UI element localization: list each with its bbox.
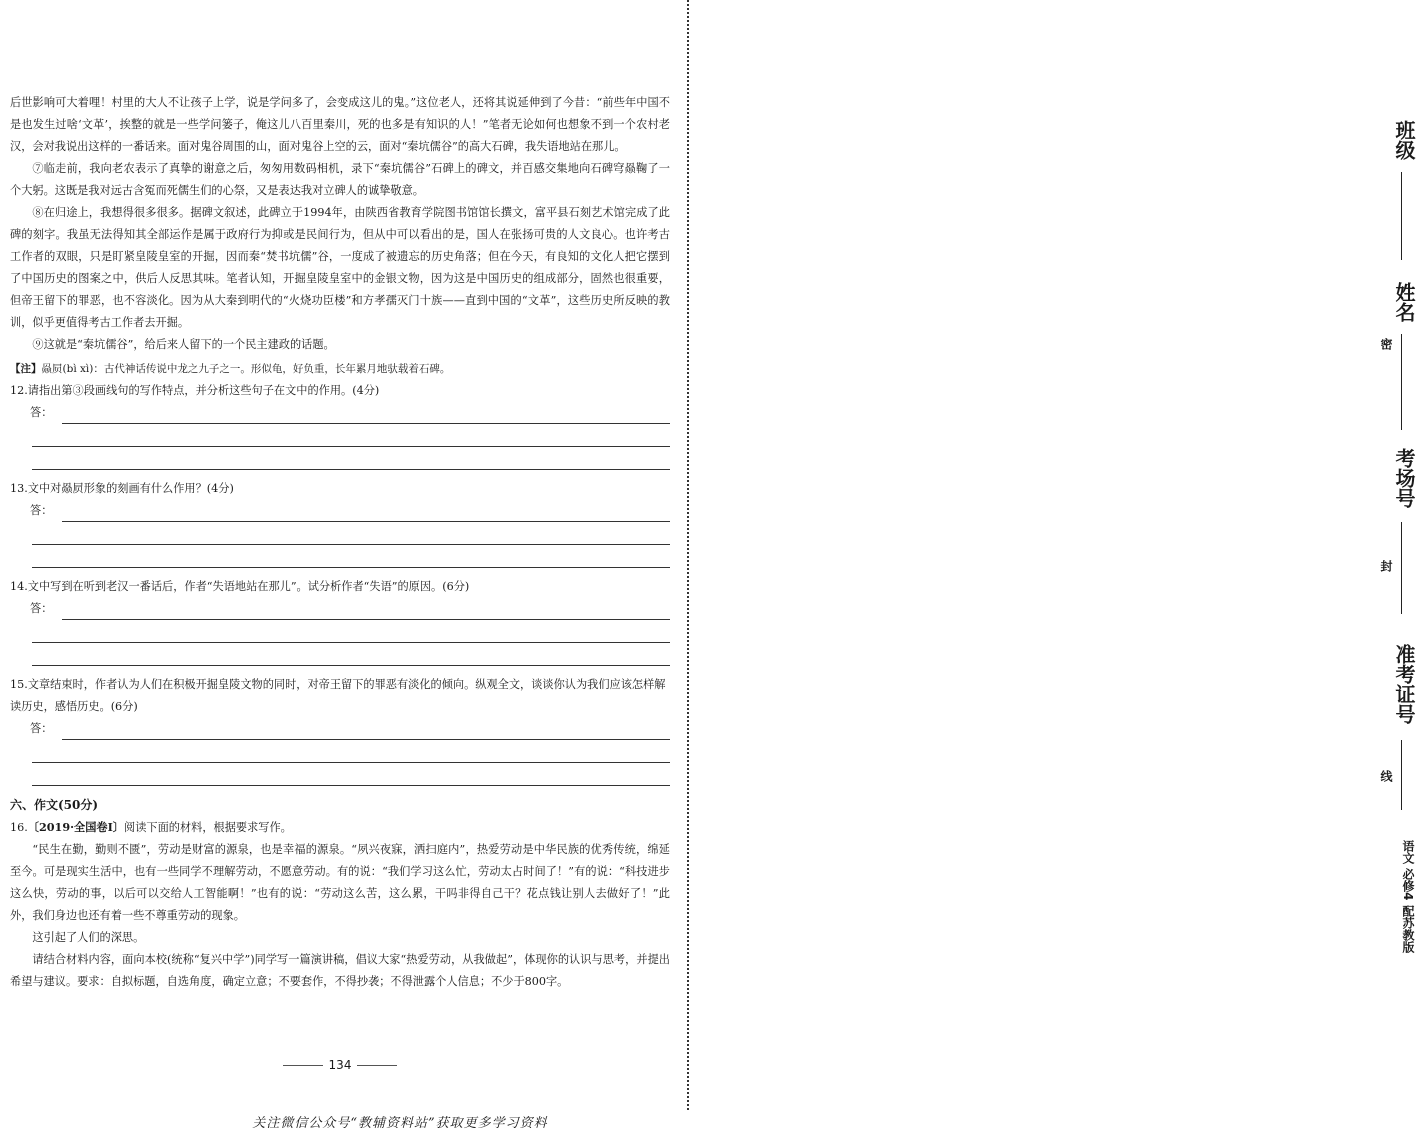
subject-edition-info: 语文 必修4 配苏教版	[1401, 840, 1415, 953]
essay-material-1: “民生在勤，勤则不匮”，劳动是财富的源泉，也是幸福的源泉。“夙兴夜寐，洒扫庭内”，热爱劳动是中华民族的优秀传统，绵延至今。可是现实生活中，也有一些同学不理解劳动，不愿意劳动。有的说：“我们学习这么忙，劳动太占时间了！”有的说：“科技进步这么快，劳动的事，以后可以交给人工智能啊！”也有的说：“劳动这么苦，这么累，干吗非得自己干？花点钱让别人去做好了！”此外，我们身边也还有着一些不尊重劳动的现象。	[10, 843, 670, 922]
answer-line[interactable]	[62, 605, 670, 620]
question-14: 14.文中写到在听到老汉一番话后，作者“失语地站在那儿”。试分析作者“失语”的原因。(6分)	[10, 580, 470, 593]
seal-mark-feng: 封	[1379, 560, 1393, 572]
binding-sidebar	[688, 0, 1416, 1140]
answer-line[interactable]	[32, 545, 670, 568]
field-class-line[interactable]	[1401, 172, 1402, 260]
answer-line[interactable]	[62, 507, 670, 522]
answer-line[interactable]	[62, 725, 670, 740]
footnote-label: 【注】	[10, 363, 42, 375]
answer-line[interactable]	[32, 522, 670, 545]
answer-line[interactable]	[32, 620, 670, 643]
page-number-text: 134	[328, 1058, 352, 1072]
answer-line[interactable]	[32, 424, 670, 447]
field-exam-room-line[interactable]	[1401, 522, 1402, 614]
footer-watermark-text: 关注微信公众号“教辅资料站”获取更多学习资料	[252, 1116, 548, 1131]
passage-paragraph-8: ⑧在归途上，我想得很多很多。据碑文叙述，此碑立于1994年，由陕西省教育学院图书馆馆长撰文，富平县石刻艺术馆完成了此碑的刻字。我虽无法得知其全部运作是属于政府行为抑或是民间行为，但从中可以看出的是，国人在张扬可贵的人文良心。也许考古工作者的双眼，只是盯紧皇陵皇室的开掘，因而秦“焚书坑儒”谷，一度成了被遗忘的历史角落；但在今天，有良知的文化人把它摆到了中国历史的图案之中，供后人反思其味。笔者认知，开掘皇陵皇室中的金银文物，因为这是中国历史的组成部分，固然也很重要，但帝王留下的罪恶，也不容淡化。因为从大秦到明代的“火烧功臣楼”和方孝孺灭门十族——直到中国的“文革”，这些历史所反映的教训，似乎更值得考古工作者去开掘。	[10, 206, 670, 329]
question-13: 13.文中对赑屃形象的刻画有什么作用？(4分)	[10, 482, 234, 495]
field-name-label: 姓名	[1392, 282, 1416, 322]
answer-line[interactable]	[32, 740, 670, 763]
seal-mark-mi: 密	[1379, 338, 1393, 350]
essay-material-3: 请结合材料内容，面向本校(统称“复兴中学”)同学写一篇演讲稿，倡议大家“热爱劳动，从我做起”，体现你的认识与思考，并提出希望与建议。要求：自拟标题，自选角度，确定立意；不要套作，不得抄袭；不得泄露个人信息；不少于800字。	[10, 953, 670, 988]
question-15: 15.文章结束时，作者认为人们在积极开掘皇陵文物的同时，对帝王留下的罪恶有淡化的倾向。纵观全文，谈谈你认为我们应该怎样解读历史，感悟历史。(6分)	[10, 678, 666, 713]
answer-row-12[interactable]	[10, 402, 670, 424]
footnote-text: 赑屃(bì xì)：古代神话传说中龙之九子之一。形似龟，好负重，长年累月地驮载着石碑。	[41, 363, 451, 375]
answer-row-14[interactable]	[10, 598, 670, 620]
essay-material-2: 这引起了人们的深思。	[32, 931, 145, 944]
question-16	[10, 816, 670, 839]
field-exam-room-label: 考场号	[1392, 448, 1416, 508]
answer-label: 答：	[30, 406, 53, 419]
seal-mark-xian: 线	[1379, 770, 1393, 782]
answer-line[interactable]	[62, 409, 670, 424]
passage-paragraph-7: ⑦临走前，我向老农表示了真挚的谢意之后，匆匆用数码相机，录下“秦坑儒谷”石碑上的碑文，并百感交集地向石碑穹赑鞠了一个大躬。这既是我对远古含冤而死儒生们的心祭，又是表达我对立碑人的诚挚敬意。	[10, 162, 670, 197]
field-class-label: 班级	[1392, 120, 1416, 160]
field-exam-number-label: 准考证号	[1392, 644, 1416, 724]
field-name-line[interactable]	[1401, 334, 1402, 430]
footnote	[10, 358, 670, 380]
answer-row-15[interactable]	[10, 718, 670, 740]
main-content	[10, 92, 670, 993]
answer-row-13[interactable]	[10, 500, 670, 522]
passage-paragraph-continued: 后世影响可大着哩！村里的大人不让孩子上学，说是学问多了，会变成这儿的鬼。”这位老人，还将其说延伸到了今昔：“前些年中国不是也发生过啥‘文革’，挨整的就是一些学问篓子，俺这儿八百里秦川，死的也多是有知识的人！”笔者无论如何也想象不到一个农村老汉，会对我说出这样的一番话来。面对鬼谷周围的山，面对鬼谷上空的云，面对“秦坑儒谷”的高大石碑，我失语地站在那儿。	[10, 96, 670, 153]
question-12: 12.请指出第③段画线句的写作特点，并分析这些句子在文中的作用。(4分)	[10, 384, 380, 397]
answer-label: 答：	[30, 722, 53, 735]
answer-line[interactable]	[32, 763, 670, 786]
question-16-instruction: 阅读下面的材料，根据要求写作。	[124, 821, 292, 834]
answer-label: 答：	[30, 504, 53, 517]
passage-paragraph-9: ⑨这就是“秦坑儒谷”，给后来人留下的一个民主建政的话题。	[32, 338, 335, 351]
page-number	[0, 1058, 680, 1072]
answer-label: 答：	[30, 602, 53, 615]
question-16-number: 16.	[10, 821, 28, 834]
answer-line[interactable]	[32, 643, 670, 666]
question-16-source: 〔2019·全国卷Ⅰ〕	[27, 820, 124, 834]
answer-line[interactable]	[32, 447, 670, 470]
field-exam-number-line[interactable]	[1401, 740, 1402, 810]
section-title-essay: 六、作文(50分)	[10, 798, 99, 812]
